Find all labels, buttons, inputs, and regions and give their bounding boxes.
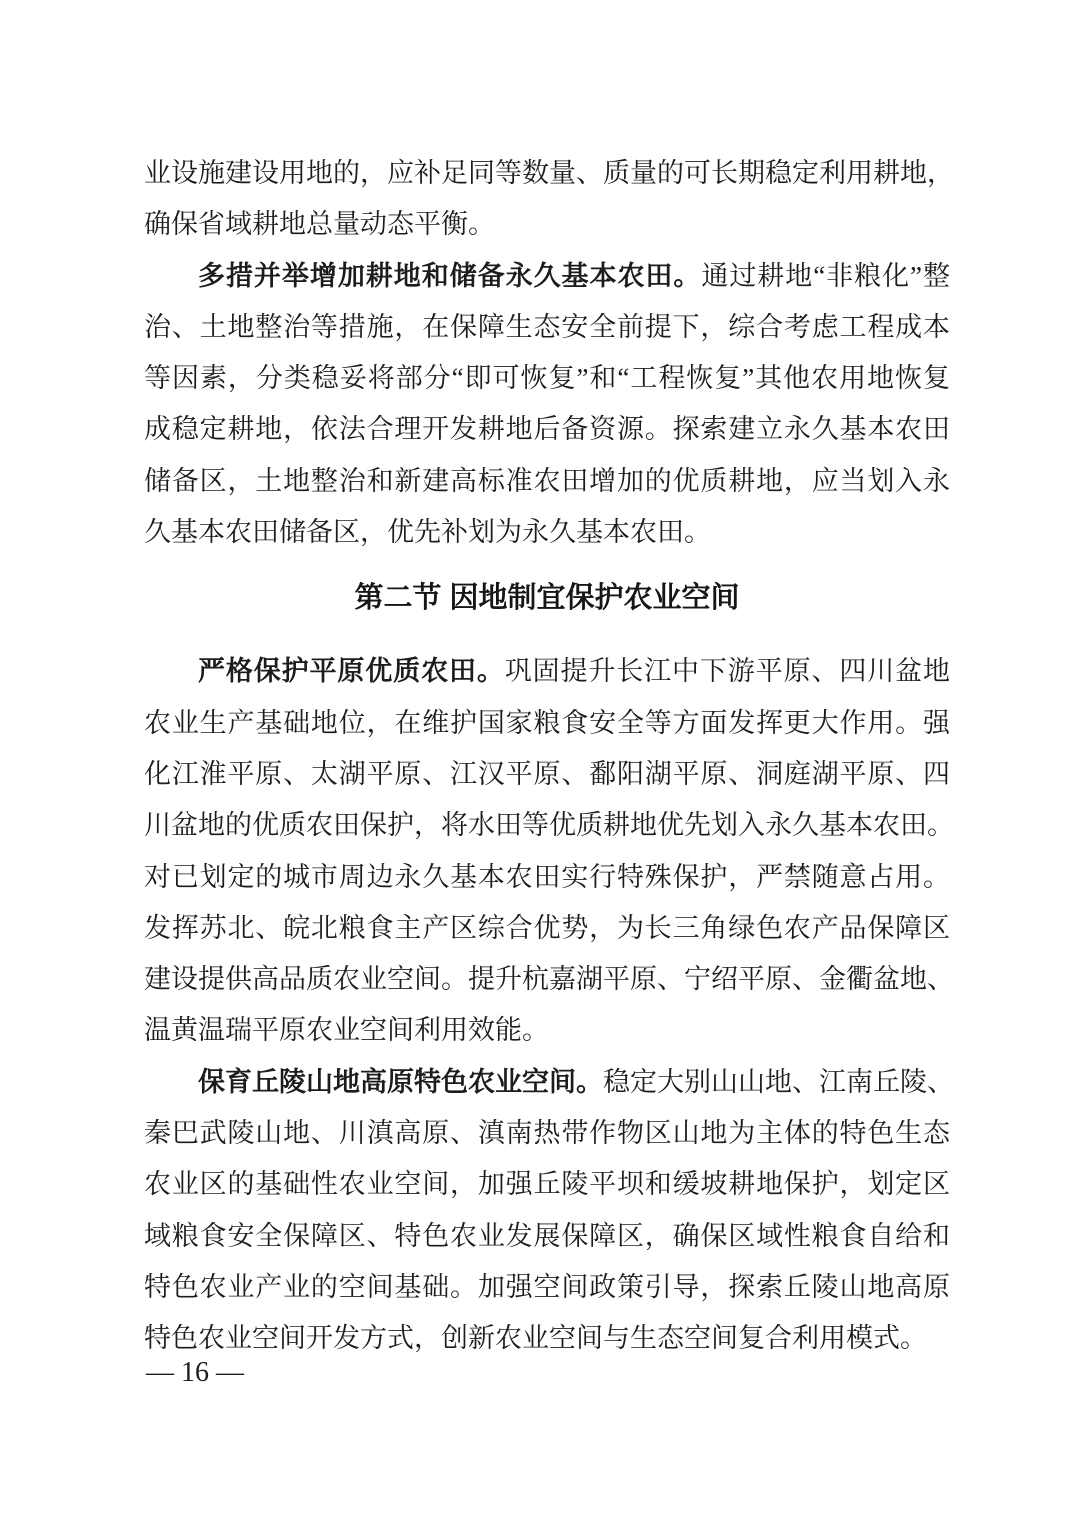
text-line (144, 903, 950, 954)
text-line (144, 1262, 950, 1313)
body-text: 域粮食安全保障区、特色农业发展保障区，确保区域性粮食自给和 (144, 1220, 950, 1251)
text-line (144, 353, 950, 404)
document-body (144, 148, 954, 1365)
text-line (144, 852, 950, 903)
text-line (144, 1211, 950, 1262)
text-line (144, 954, 954, 1005)
body-text: 化江淮平原、太湖平原、江汉平原、鄱阳湖平原、洞庭湖平原、四 (144, 758, 950, 789)
body-text: 等因素，分类稳妥将部分“即可恢复”和“工程恢复”其他农用地恢复 (144, 363, 950, 394)
text-line (144, 749, 950, 800)
text-line (144, 800, 954, 851)
text-line (144, 1159, 950, 1210)
text-line (144, 698, 950, 749)
body-text: 温黄温瑞平原农业空间利用效能。 (144, 1015, 549, 1046)
text-line (144, 199, 950, 250)
section-heading: 第二节 因地制宜保护农业空间 (354, 582, 740, 615)
body-text: 发挥苏北、皖北粮食主产区综合优势，为长三角绿色农产品保障区 (144, 912, 950, 943)
body-text: 储备区，土地整治和新建高标准农田增加的优质耕地，应当划入永 (144, 465, 950, 496)
body-text: 对已划定的城市周边永久基本农田实行特殊保护，严禁随意占用。 (144, 861, 950, 892)
body-text: 确保省域耕地总量动态平衡。 (144, 209, 495, 240)
body-text: 业设施建设用地的，应补足同等数量、质量的可长期稳定利用耕地， (144, 158, 954, 188)
text-line (144, 1057, 954, 1108)
bold-lead-text: 保育丘陵山地高原特色农业空间。 (198, 1066, 603, 1097)
bold-lead-text: 多措并举增加耕地和储备永久基本农田。 (198, 260, 702, 291)
text-line (144, 456, 950, 507)
body-text: 特色农业空间开发方式，创新农业空间与生态空间复合利用模式。 (144, 1323, 927, 1354)
body-text: 成稳定耕地，依法合理开发耕地后备资源。探索建立永久基本农田 (144, 414, 950, 445)
text-line (144, 507, 950, 558)
text-line (144, 1108, 950, 1159)
text-line (144, 1005, 950, 1056)
body-text: 通过耕地“非粮化”整 (701, 260, 951, 291)
body-text: 久基本农田储备区，优先补划为永久基本农田。 (144, 517, 711, 548)
body-text: 建设提供高品质农业空间。提升杭嘉湖平原、宁绍平原、金衢盆地、 (144, 964, 954, 995)
body-text: 秦巴武陵山地、川滇高原、滇南热带作物区山地为主体的特色生态 (144, 1118, 950, 1149)
body-text: 特色农业产业的空间基础。加强空间政策引导，探索丘陵山地高原 (144, 1271, 950, 1302)
text-line (144, 1313, 950, 1364)
body-text: 川盆地的优质农田保护，将水田等优质耕地优先划入永久基本农田。 (144, 810, 954, 841)
text-line (144, 646, 950, 697)
body-text: 稳定大别山山地、江南丘陵、 (603, 1066, 954, 1097)
text-line (144, 404, 950, 455)
body-text: 农业生产基础地位，在维护国家粮食安全等方面发挥更大作用。强 (144, 707, 950, 738)
page-number: — 16 — (146, 1357, 244, 1388)
body-text: 巩固提升长江中下游平原、四川盆地 (504, 656, 951, 687)
body-text: 农业区的基础性农业空间，加强丘陵平坝和缓坡耕地保护，划定区 (144, 1169, 950, 1200)
text-line (144, 148, 954, 199)
bold-lead-text: 严格保护平原优质农田。 (198, 656, 505, 687)
text-line (144, 251, 950, 302)
text-line (144, 302, 950, 353)
body-text: 治、土地整治等措施，在保障生态安全前提下，综合考虑工程成本 (144, 311, 950, 342)
